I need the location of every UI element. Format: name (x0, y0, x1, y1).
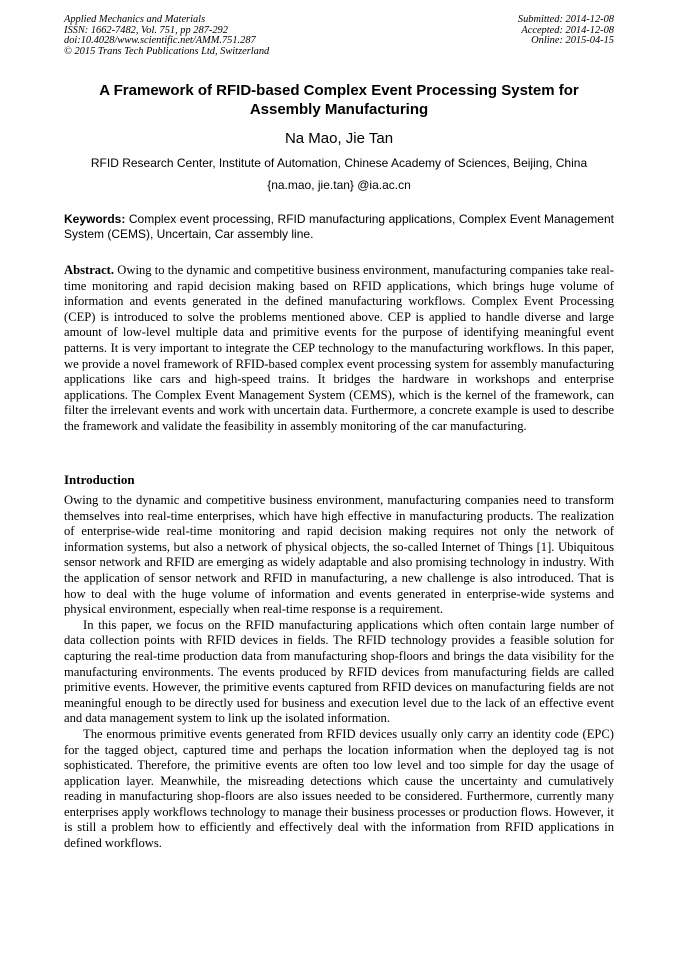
journal-issn: ISSN: 1662-7482, Vol. 751, pp 287-292 (64, 24, 228, 36)
journal-copyright: © 2015 Trans Tech Publications Ltd, Switzerland (64, 45, 270, 57)
journal-info (64, 15, 269, 57)
accepted-date: Accepted: 2014-12-08 (521, 24, 614, 36)
introduction-body (64, 493, 614, 852)
keywords-label: Keywords: (64, 212, 126, 226)
author-affiliation: RFID Research Center, Institute of Automation, Chinese Academy of Sciences, Beijing, China (90, 156, 588, 170)
journal-name: Applied Mechanics and Materials (64, 14, 206, 25)
keywords-text: Complex event processing, RFID manufacturing applications, Complex Event Management System (CEMS), Uncertain, Car assembly line. (64, 212, 614, 241)
intro-paragraph-2: In this paper, we focus on the RFID manufacturing applications which often contain large number of data collection points with RFID devices in fields. The RFID technology provides a feasible solution for capturing the real-time production data from manufacturing shop-floors and brings the data visibility for the manufacturing environments. The events produced by RFID devices from manufacturing fields are called primitive events. However, the primitive events captured from RFID devices on manufacturing fields are not meaningful enough to be directly used for business and execution level due to the lack of an effective event and data management system to link up the isolated information. (64, 617, 614, 726)
journal-doi: doi:10.4028/www.scientific.net/AMM.751.287 (64, 35, 256, 47)
abstract-section (64, 263, 614, 435)
paper-authors: Na Mao, Jie Tan (284, 130, 394, 147)
intro-paragraph-3: The enormous primitive events generated from RFID devices usually only carry an identity code (EPC) for the tagged object, captured time and perhaps the location information when the deployed tag is not sophisticated. Therefore, the primitive events are often too low level and too simple for day the usage of application layer. Meanwhile, the misreading detections which cause the uncertainty and cumulatively reading in manufacturing shop-floors are also issues needed to be considered. Furthermore, currently many enterprises apply workflows technology to manage their business processes or production flows. However, it is still a problem how to efficiently and effectively deal with the information from RFID applications in defined workflows. (64, 726, 614, 851)
online-date: Online: 2015-04-15 (531, 35, 614, 47)
keywords-section (64, 212, 614, 241)
intro-paragraph-1: Owing to the dynamic and competitive business environment, manufacturing companies need to transform themselves into real-time enterprises, which have high effective in manufacturing products. The realization of enterprise-wide real-time monitoring and rapid decision making requires not only the network of information systems, but also a network of physical objects, the so-called Internet of Things [1]. Ubiquitous sensor network and RFID are emerging as widely adaptable and also promising technology in industry. With the application of sensor network and RFID in manufacturing, a new challenge is also introduced. That is how to deal with the huge volume of information and events generated in enterprise-wide systems and physical environment, especially when real-time response is a requirement. (64, 493, 614, 617)
author-email: {na.mao, jie.tan} @ia.ac.cn (267, 178, 411, 192)
paper-title: A Framework of RFID-based Complex Event Processing System for Assembly Manufacturing (99, 82, 579, 118)
submission-dates (518, 15, 614, 47)
submitted-date: Submitted: 2014-12-08 (517, 14, 614, 25)
introduction-heading: Introduction (64, 472, 135, 487)
abstract-label: Abstract. (64, 263, 115, 277)
abstract-text: Owing to the dynamic and competitive business environment, manufacturing companies take real-time monitoring and rapid decision making based on RFID applications, which brings huge volume of information and events generated in the defined manufacturing workflows. Complex Event Processing (CEP) is introduced to solve the problems mentioned above. CEP is applied to handle diverse and large amount of low-level multiple data and primitive events for the purpose of identifying meaningful event patterns. It is very important to integrate the CEP technology to the manufacturing workflows. In this paper, we provide a novel framework of RFID-based complex event processing system for assembly manufacturing applications like cars and high-speed trains. It bridges the hardware in workshops and enterprise applications. The Complex Event Management System (CEMS), which is the kernel of the framework, can filter the irrelevant events and work with uncertain data. Furthermore, a concrete example is used to describe the framework and validate the feasibility in assembly monitoring of the car manufacturing. (64, 263, 614, 433)
